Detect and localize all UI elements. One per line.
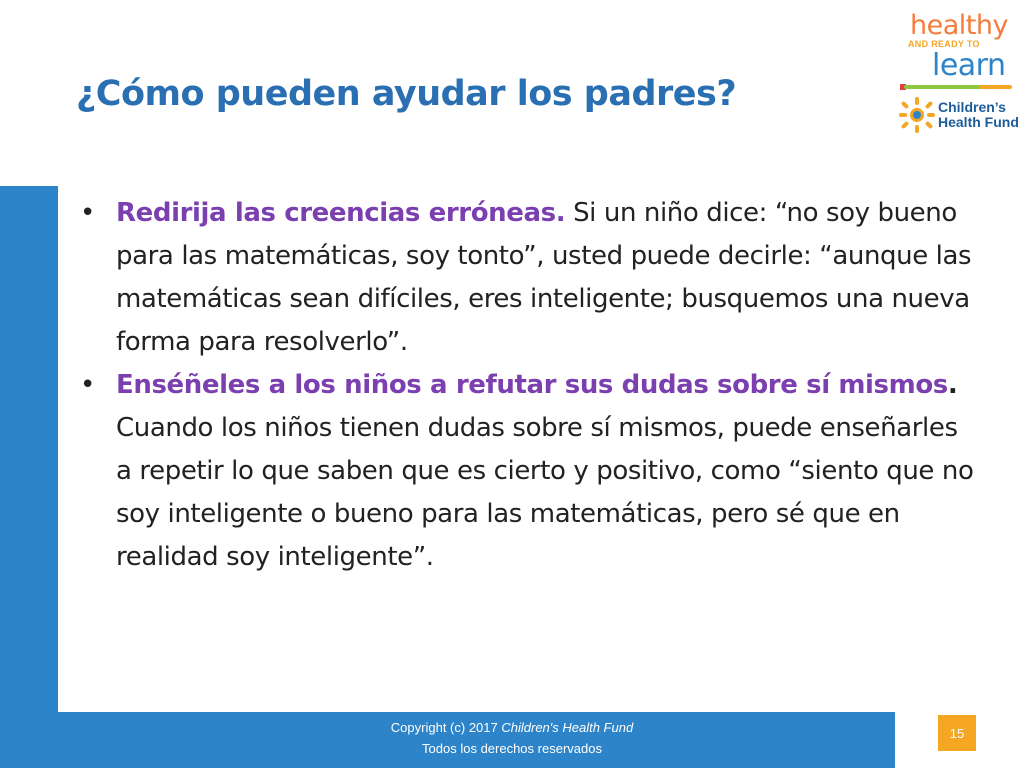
copyright-line bbox=[0, 718, 1024, 738]
bullet-heading-period: . bbox=[947, 370, 958, 400]
logo-learn-text: learn bbox=[932, 48, 1006, 83]
bullet-text: Si un niño dice: “no soy bueno para las matemáticas, soy tonto”, usted puede decirle: “aunque las matemáticas sean difíciles, eres inteligente; busquemos una nueva forma para resolverlo”. bbox=[116, 198, 972, 357]
bullet-marker: • bbox=[80, 198, 95, 228]
bullet-list bbox=[80, 192, 980, 579]
logo-childrens-health-fund bbox=[938, 100, 1019, 130]
bullet-item bbox=[80, 192, 980, 364]
pencil-icon bbox=[904, 85, 1012, 89]
bullet-heading: Redirija las creencias erróneas. bbox=[116, 198, 566, 228]
slide-title: ¿Cómo pueden ayudar los padres? bbox=[76, 74, 737, 114]
healthy-ready-to-learn-logo bbox=[896, 8, 1020, 144]
logo-healthy-text: healthy bbox=[910, 10, 1008, 41]
slide-number: 15 bbox=[938, 715, 976, 751]
logo-org-line2: Health Fund bbox=[938, 114, 1019, 130]
logo-and-ready-to-text: AND READY TO bbox=[908, 39, 980, 49]
sun-logo-icon bbox=[898, 96, 936, 134]
bullet-marker: • bbox=[80, 370, 95, 400]
bullet-text: Cuando los niños tienen dudas sobre sí mismos, puede enseñarles a repetir lo que saben que es cierto y positivo, como “siento que no soy inteligente o bueno para las matemáticas, pero sé que en realidad soy inteligente”. bbox=[116, 413, 974, 572]
bullet-item bbox=[80, 364, 980, 579]
rights-line: Todos los derechos reservados bbox=[422, 741, 602, 756]
copyright-prefix: Copyright (c) 2017 bbox=[390, 720, 502, 735]
footer bbox=[0, 712, 1024, 768]
logo-org-line1: Children’s bbox=[938, 99, 1006, 115]
copyright-org: Children's Health Fund bbox=[501, 720, 634, 735]
bullet-heading: Enséñeles a los niños a refutar sus dudas sobre sí mismos bbox=[116, 370, 948, 400]
